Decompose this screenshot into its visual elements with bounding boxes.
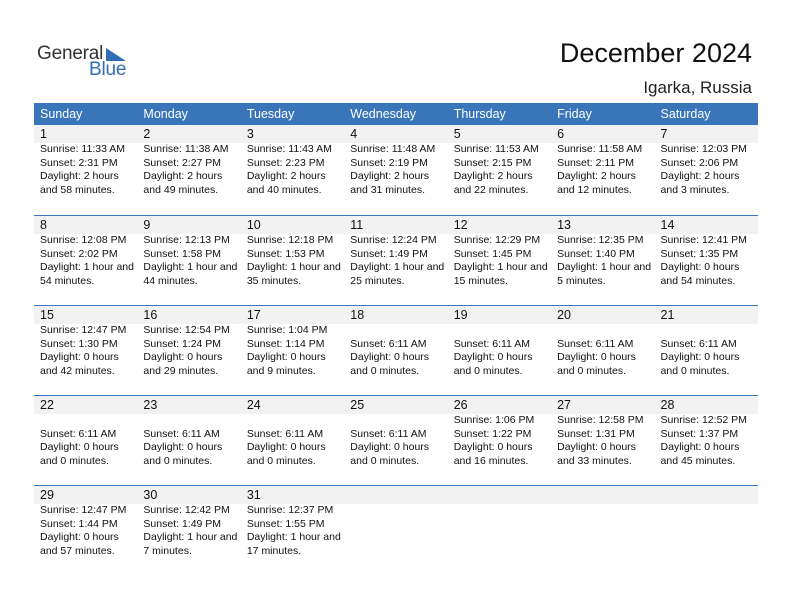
day-cell — [344, 125, 447, 197]
day-cell — [137, 396, 240, 468]
weekday-header: Monday — [143, 107, 188, 121]
day-detail-line: Sunrise: 12:03 PM — [660, 143, 747, 155]
day-detail-line: and 49 minutes. — [143, 183, 219, 196]
day-detail-line: Daylight: 1 hour and — [40, 261, 134, 273]
calendar-weeks — [34, 125, 758, 575]
day-number — [350, 486, 447, 504]
day-number: 2 — [143, 127, 151, 141]
day-number: 12 — [453, 218, 468, 232]
day-detail-line: Sunset: 1:49 PM — [350, 247, 428, 260]
day-detail-line: and 3 minutes. — [660, 183, 730, 196]
day-detail-line: Sunrise: 11:53 AM — [453, 143, 539, 155]
day-detail-line: Sunrise: 12:13 PM — [143, 234, 230, 246]
week-days — [34, 125, 758, 197]
day-cell — [344, 486, 447, 558]
day-cell — [137, 306, 240, 378]
day-detail-line: Daylight: 1 hour and — [453, 261, 548, 273]
weekday-header: Wednesday — [350, 107, 417, 121]
day-detail-line: and 33 minutes. — [557, 454, 632, 467]
day-cell — [448, 125, 551, 197]
day-detail-line — [350, 518, 447, 532]
day-detail-line: Sunset: 1:30 PM — [40, 337, 118, 350]
day-detail-line: and 16 minutes. — [453, 454, 529, 467]
day-detail-line: Daylight: 2 hours — [246, 170, 326, 182]
day-cell — [551, 125, 654, 197]
day-detail-line: Sunset: 2:31 PM — [40, 156, 118, 169]
day-detail-line: Daylight: 1 hour and — [143, 261, 238, 273]
day-detail-line: Daylight: 1 hour and — [246, 531, 341, 543]
day-detail-line: and 12 minutes. — [557, 183, 632, 196]
day-detail-line: and 45 minutes. — [660, 454, 736, 467]
day-cell — [551, 486, 654, 558]
day-cell — [34, 125, 137, 197]
day-detail-line: Sunset: 1:14 PM — [246, 337, 325, 350]
day-number: 3 — [246, 127, 254, 141]
day-detail-line: Daylight: 0 hours — [143, 351, 223, 363]
day-number: 9 — [143, 218, 151, 232]
day-detail-line: Sunset: 6:11 AM — [143, 427, 220, 440]
day-detail-line — [557, 504, 654, 518]
day-detail-line — [350, 504, 447, 518]
day-detail-line: Daylight: 1 hour and — [246, 261, 341, 273]
day-detail-line: Sunrise: 12:58 PM — [557, 414, 644, 426]
day-cell — [241, 396, 344, 468]
day-cell — [34, 396, 137, 468]
day-cell — [655, 396, 758, 468]
day-detail-line: Sunrise: 12:08 PM — [40, 234, 127, 246]
day-detail-line: and 31 minutes. — [350, 183, 425, 196]
day-number: 26 — [453, 398, 468, 412]
day-detail-line — [557, 324, 654, 338]
weekday-header: Friday — [557, 107, 592, 121]
day-number: 20 — [557, 308, 572, 322]
calendar-week-row — [34, 125, 758, 215]
day-cell — [344, 306, 447, 378]
day-detail-line: Sunrise: 12:42 PM — [143, 504, 230, 516]
day-cell — [551, 216, 654, 288]
day-detail-line: Sunset: 1:24 PM — [143, 337, 222, 350]
day-number: 8 — [40, 218, 47, 232]
day-detail-line — [661, 518, 758, 532]
day-cell — [448, 396, 551, 468]
day-detail-line: and 40 minutes. — [246, 183, 322, 196]
day-cell — [241, 125, 344, 197]
day-detail-line: Daylight: 0 hours — [40, 531, 119, 543]
day-detail-line: and 29 minutes. — [143, 364, 219, 377]
day-cell — [241, 306, 344, 378]
day-detail-line: Sunset: 6:11 AM — [350, 427, 427, 440]
day-detail-line: Daylight: 0 hours — [453, 441, 533, 453]
calendar-week-row — [34, 485, 758, 575]
day-detail-line: Sunrise: 11:48 AM — [350, 143, 436, 155]
day-detail-line: and 0 minutes. — [350, 364, 420, 377]
day-detail-line: and 0 minutes. — [40, 454, 109, 467]
day-number: 14 — [660, 218, 675, 232]
day-detail-line: Sunset: 1:22 PM — [453, 427, 532, 440]
day-detail-line: Sunset: 6:11 AM — [660, 337, 737, 350]
day-detail-line — [454, 545, 551, 559]
week-days — [34, 216, 758, 288]
day-number: 28 — [660, 398, 675, 412]
day-detail-line: 44 minutes. — [143, 274, 198, 287]
day-detail-line: Daylight: 2 hours — [453, 170, 533, 182]
weekday-header: Tuesday — [246, 107, 295, 121]
day-detail-line: Sunset: 6:11 AM — [557, 337, 634, 350]
day-detail-line — [557, 545, 654, 559]
day-detail-line: Daylight: 1 hour and — [350, 261, 445, 273]
day-cell — [655, 306, 758, 378]
day-cell — [137, 125, 240, 197]
day-number — [454, 486, 551, 504]
day-detail-line: Sunset: 1:53 PM — [246, 247, 325, 260]
day-detail-line: Sunset: 2:06 PM — [660, 156, 739, 169]
day-number: 21 — [660, 308, 675, 322]
logo-text-general: General — [37, 43, 104, 64]
day-number: 27 — [557, 398, 572, 412]
day-detail-line: and 9 minutes. — [246, 364, 316, 377]
day-detail-line: Sunrise: 11:38 AM — [143, 143, 229, 155]
weekday-header: Thursday — [453, 107, 506, 121]
day-cell — [34, 216, 137, 288]
day-number: 7 — [660, 127, 668, 141]
day-detail-line: 15 minutes. — [453, 274, 508, 287]
day-number — [557, 486, 654, 504]
day-detail-line — [350, 545, 447, 559]
day-number: 18 — [350, 308, 365, 322]
day-detail-line: Sunset: 2:27 PM — [143, 156, 222, 169]
day-detail-line — [557, 518, 654, 532]
day-detail-line: Sunset: 1:58 PM — [143, 247, 222, 260]
day-number: 4 — [350, 127, 358, 141]
day-detail-line: Sunset: 1:31 PM — [557, 427, 635, 440]
day-number: 1 — [40, 127, 47, 141]
day-detail-line — [661, 504, 758, 518]
day-cell — [344, 396, 447, 468]
day-detail-line — [247, 414, 344, 428]
day-detail-line: Sunset: 6:11 AM — [453, 337, 530, 350]
day-detail-line — [40, 414, 137, 428]
day-number: 29 — [40, 488, 54, 502]
day-number: 22 — [40, 398, 54, 412]
day-detail-line: Daylight: 0 hours — [246, 441, 326, 453]
day-number: 23 — [143, 398, 158, 412]
day-detail-line — [350, 531, 447, 545]
day-detail-line: Sunrise: 12:29 PM — [453, 234, 541, 246]
day-detail-line: Sunset: 2:19 PM — [350, 156, 428, 169]
day-cell — [344, 216, 447, 288]
day-number: 10 — [246, 218, 261, 232]
day-number: 24 — [246, 398, 261, 412]
day-detail-line: Daylight: 0 hours — [660, 261, 740, 273]
day-detail-line: 35 minutes. — [246, 274, 302, 287]
day-detail-line: and 0 minutes. — [350, 454, 420, 467]
day-detail-line: and 0 minutes. — [453, 364, 523, 377]
day-detail-line: and 0 minutes. — [660, 364, 730, 377]
day-detail-line: Sunrise: 1:04 PM — [246, 324, 328, 336]
day-number: 15 — [40, 308, 54, 322]
day-detail-line — [661, 531, 758, 545]
day-detail-line: Sunrise: 12:35 PM — [557, 234, 644, 246]
day-detail-line: Sunset: 1:40 PM — [557, 247, 635, 260]
day-cell — [448, 216, 551, 288]
day-detail-line: Sunset: 1:44 PM — [40, 517, 118, 530]
day-detail-line: Sunrise: 11:43 AM — [246, 143, 332, 155]
day-detail-line — [454, 518, 551, 532]
day-detail-line — [454, 324, 551, 338]
day-cell — [551, 396, 654, 468]
day-detail-line: Sunset: 1:35 PM — [660, 247, 739, 260]
calendar-week-row — [34, 305, 758, 395]
weekday-header: Saturday — [660, 107, 711, 121]
day-detail-line — [350, 414, 447, 428]
day-detail-line: and 22 minutes. — [453, 183, 529, 196]
day-detail-line: Daylight: 0 hours — [350, 351, 430, 363]
week-days — [34, 306, 758, 378]
day-detail-line: Daylight: 2 hours — [350, 170, 430, 182]
day-detail-line: Sunrise: 12:47 PM — [40, 324, 127, 336]
day-detail-line: Daylight: 2 hours — [143, 170, 223, 182]
day-cell — [448, 486, 551, 558]
day-detail-line: Sunrise: 11:58 AM — [557, 143, 643, 155]
day-detail-line: Daylight: 0 hours — [40, 441, 119, 453]
day-detail-line: Daylight: 1 hour and — [557, 261, 652, 273]
day-detail-line: Daylight: 2 hours — [660, 170, 740, 182]
day-detail-line: and 58 minutes. — [40, 183, 115, 196]
day-cell — [655, 216, 758, 288]
day-detail-line: Sunrise: 12:41 PM — [660, 234, 747, 246]
day-detail-line: Sunrise: 12:24 PM — [350, 234, 437, 246]
day-cell — [241, 216, 344, 288]
day-detail-line: Sunset: 1:37 PM — [660, 427, 739, 440]
day-detail-line: Daylight: 0 hours — [660, 441, 740, 453]
week-days — [34, 396, 758, 468]
page-title: December 2024 — [559, 38, 752, 68]
day-detail-line — [661, 324, 758, 338]
day-cell — [34, 486, 137, 558]
day-detail-line: Sunset: 6:11 AM — [246, 427, 324, 440]
day-number — [661, 486, 758, 504]
day-detail-line — [350, 324, 447, 338]
logo-text-blue: Blue — [89, 59, 127, 80]
day-detail-line: Daylight: 0 hours — [557, 441, 636, 453]
day-detail-line: Sunset: 2:23 PM — [246, 156, 325, 169]
day-detail-line: Sunset: 6:11 AM — [40, 427, 117, 440]
day-number: 25 — [350, 398, 365, 412]
day-cell — [34, 306, 137, 378]
day-cell — [137, 486, 240, 558]
day-cell — [241, 486, 344, 558]
day-detail-line: Sunset: 1:49 PM — [143, 517, 222, 530]
day-detail-line: Sunset: 6:11 AM — [350, 337, 427, 350]
day-detail-line: Daylight: 0 hours — [350, 441, 430, 453]
day-number: 5 — [453, 127, 461, 141]
day-detail-line — [661, 545, 758, 559]
day-number: 19 — [453, 308, 468, 322]
day-detail-line: Daylight: 1 hour and — [143, 531, 238, 543]
day-detail-line: Sunrise: 12:52 PM — [660, 414, 747, 426]
day-detail-line: Daylight: 0 hours — [557, 351, 636, 363]
day-detail-line: 7 minutes. — [143, 544, 192, 557]
day-detail-line — [557, 531, 654, 545]
day-number: 31 — [246, 488, 261, 502]
day-detail-line: Sunrise: 12:18 PM — [246, 234, 334, 246]
day-detail-line — [143, 414, 240, 428]
day-cell — [551, 306, 654, 378]
day-detail-line: Daylight: 2 hours — [40, 170, 119, 182]
day-detail-line: and 57 minutes. — [40, 544, 115, 557]
day-detail-line: Daylight: 2 hours — [557, 170, 636, 182]
day-detail-line: Sunset: 2:11 PM — [557, 156, 634, 169]
day-detail-line: and 0 minutes. — [143, 454, 213, 467]
day-detail-line: Sunrise: 12:47 PM — [40, 504, 127, 516]
day-cell — [655, 486, 758, 558]
day-detail-line: and 0 minutes. — [557, 364, 626, 377]
day-detail-line: Sunset: 2:15 PM — [453, 156, 532, 169]
day-cell — [448, 306, 551, 378]
day-detail-line: 5 minutes. — [557, 274, 606, 287]
day-cell — [137, 216, 240, 288]
day-detail-line: Sunrise: 12:37 PM — [246, 504, 334, 516]
day-detail-line: Daylight: 0 hours — [453, 351, 533, 363]
day-detail-line: Sunset: 1:55 PM — [246, 517, 325, 530]
day-detail-line: Daylight: 0 hours — [143, 441, 223, 453]
calendar-week-row — [34, 395, 758, 485]
day-detail-line: Sunset: 1:45 PM — [453, 247, 532, 260]
day-detail-line: and 54 minutes. — [660, 274, 736, 287]
weekday-header-row — [34, 103, 758, 125]
day-detail-line: 25 minutes. — [350, 274, 405, 287]
day-detail-line: Daylight: 0 hours — [246, 351, 326, 363]
day-detail-line — [454, 531, 551, 545]
day-detail-line: 54 minutes. — [40, 274, 95, 287]
day-number: 16 — [143, 308, 158, 322]
calendar-week-row — [34, 215, 758, 305]
location-subtitle: Igarka, Russia — [643, 78, 752, 97]
calendar-grid — [34, 103, 758, 575]
day-detail-line: and 0 minutes. — [246, 454, 316, 467]
day-number: 30 — [143, 488, 158, 502]
day-detail-line: Sunrise: 12:54 PM — [143, 324, 230, 336]
day-detail-line: Sunrise: 1:06 PM — [453, 414, 535, 426]
day-number: 6 — [557, 127, 565, 141]
day-detail-line: 17 minutes. — [246, 544, 302, 557]
day-detail-line: Daylight: 0 hours — [40, 351, 119, 363]
day-detail-line — [454, 504, 551, 518]
day-cell — [655, 125, 758, 197]
day-number: 11 — [350, 218, 364, 232]
day-detail-line: and 42 minutes. — [40, 364, 115, 377]
day-number: 13 — [557, 218, 572, 232]
day-detail-line: Daylight: 0 hours — [660, 351, 740, 363]
day-detail-line: Sunset: 2:02 PM — [40, 247, 118, 260]
day-number: 17 — [246, 308, 261, 322]
day-detail-line: Sunrise: 11:33 AM — [40, 143, 126, 155]
week-days — [34, 486, 758, 558]
generalblue-logo — [37, 42, 137, 82]
weekday-header: Sunday — [40, 107, 83, 121]
